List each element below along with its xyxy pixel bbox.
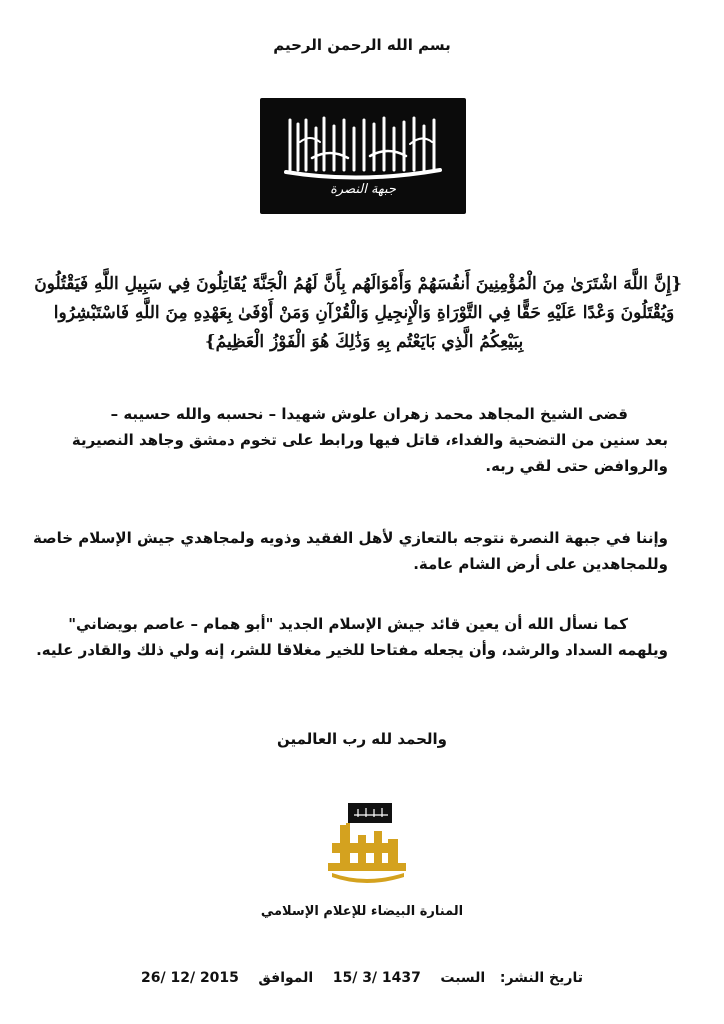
paragraph-line: ويلهمه السداد والرشد، وأن يجعله مفتاحا للخير مغلاقا للشر، إنه ولي ذلك والقادر عليه. (36, 641, 668, 659)
basmala-heading: بسم الله الرحمن الرحيم (273, 36, 451, 54)
shahada-banner (260, 98, 466, 214)
quran-line: {إِنَّ اللَّهَ اشْتَرَىٰ مِنَ الْمُؤْمِنِينَ أَنفُسَهُمْ وَأَمْوَالَهُم بِأَنَّ لَهُمُ الْجَنَّةَ يُقَاتِلُونَ فِي سَبِيلِ اللَّهِ فَيَقْتُلُونَ (34, 274, 682, 294)
quran-verse (34, 270, 682, 357)
closing-praise: والحمد لله رب العالمين (276, 730, 448, 748)
al-manara-logo-icon (318, 795, 414, 887)
paragraph-line: قضى الشيخ المجاهد محمد زهران علوش شهيدا – نحسبه والله حسيبه – (110, 405, 628, 423)
paragraph-condolences (33, 525, 668, 577)
date-hijri: 15/ 3/ 1437 (332, 970, 421, 986)
date-day: السبت (440, 970, 486, 986)
paragraph-martyrdom (72, 401, 668, 479)
quran-line: وَيُقْتَلُونَ وَعْدًا عَلَيْهِ حَقًّا فِي التَّوْرَاةِ وَالْإِنجِيلِ وَالْقُرْآنِ وَمَنْ أَوْفَىٰ بِعَهْدِهِ مِنَ اللَّهِ فَاسْتَبْشِرُوا (53, 303, 675, 323)
paragraph-line: وإننا في جبهة النصرة نتوجه بالتعازي لأهل الفقيد وذويه ولمجاهدي جيش الإسلام خاصة (33, 529, 668, 547)
quran-line: بِبَيْعِكُمُ الَّذِي بَايَعْتُم بِهِ وَذَٰلِكَ هُوَ الْفَوْزُ الْعَظِيمُ} (204, 332, 524, 352)
date-label: تاريخ النشر: (499, 970, 583, 986)
paragraph-line: والروافض حتى لقي ربه. (485, 457, 668, 475)
banner-group-name: جبهة النصرة (330, 182, 396, 197)
paragraph-new-leader (36, 611, 668, 663)
date-gregorian: 26/ 12/ 2015 (141, 970, 239, 986)
paragraph-line: كما نسأل الله أن يعين قائد جيش الإسلام الجديد "أبو همام – عاصم بويضاني" (68, 615, 628, 633)
paragraph-line: وللمجاهدين على أرض الشام عامة. (413, 555, 668, 573)
publication-date (0, 970, 724, 986)
date-corresponding: الموافق (258, 970, 314, 986)
paragraph-line: بعد سنين من التضحية والفداء، قاتل فيها ورابط على تخوم دمشق وجاهد النصيرية (71, 431, 668, 449)
media-outlet-name: المنارة البيضاء للإعلام الإسلامي (260, 904, 464, 919)
